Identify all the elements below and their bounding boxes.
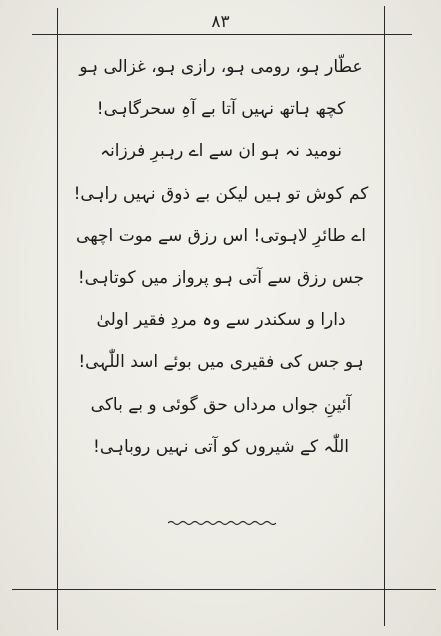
verse-line: ہو جس کی فقیری میں بوئے اسد اللّٰہی!	[78, 352, 364, 373]
top-border-rule	[32, 34, 412, 35]
right-border-rule	[384, 6, 385, 626]
verse-line: عطّار ہو، رومی ہو، رازی ہو، غزالی ہو	[79, 57, 363, 77]
verse-line: جس رزق سے آتی ہو پرواز میں کوتاہی!	[77, 267, 365, 288]
verse-line: اے طائرِ لاہوتی! اس رزق سے موت اچھی	[76, 225, 366, 246]
page-number: ۸۳	[211, 12, 230, 32]
verse-line: آئینِ جواں مرداں حق گوئی و بے باکی	[90, 394, 352, 415]
bottom-border-rule	[12, 589, 436, 590]
verse-line: کم کوش تو ہیں لیکن بے ذوق نہیں راہی!	[73, 183, 369, 204]
verse-block	[58, 46, 384, 468]
verse-line: نومید نہ ہو ان سے اے رہبرِ فرزانہ	[100, 141, 342, 162]
verse-line: دارا و سکندر سے وہ مردِ فقیر اولیٰ	[96, 310, 346, 331]
verse-line: کچھ ہاتھ نہیں آتا بے آہِ سحرگاہی!	[96, 99, 346, 120]
verse-line: اللّٰہ کے شیروں کو آتی نہیں روباہی!	[93, 436, 349, 457]
wavy-divider-ornament	[168, 519, 276, 527]
